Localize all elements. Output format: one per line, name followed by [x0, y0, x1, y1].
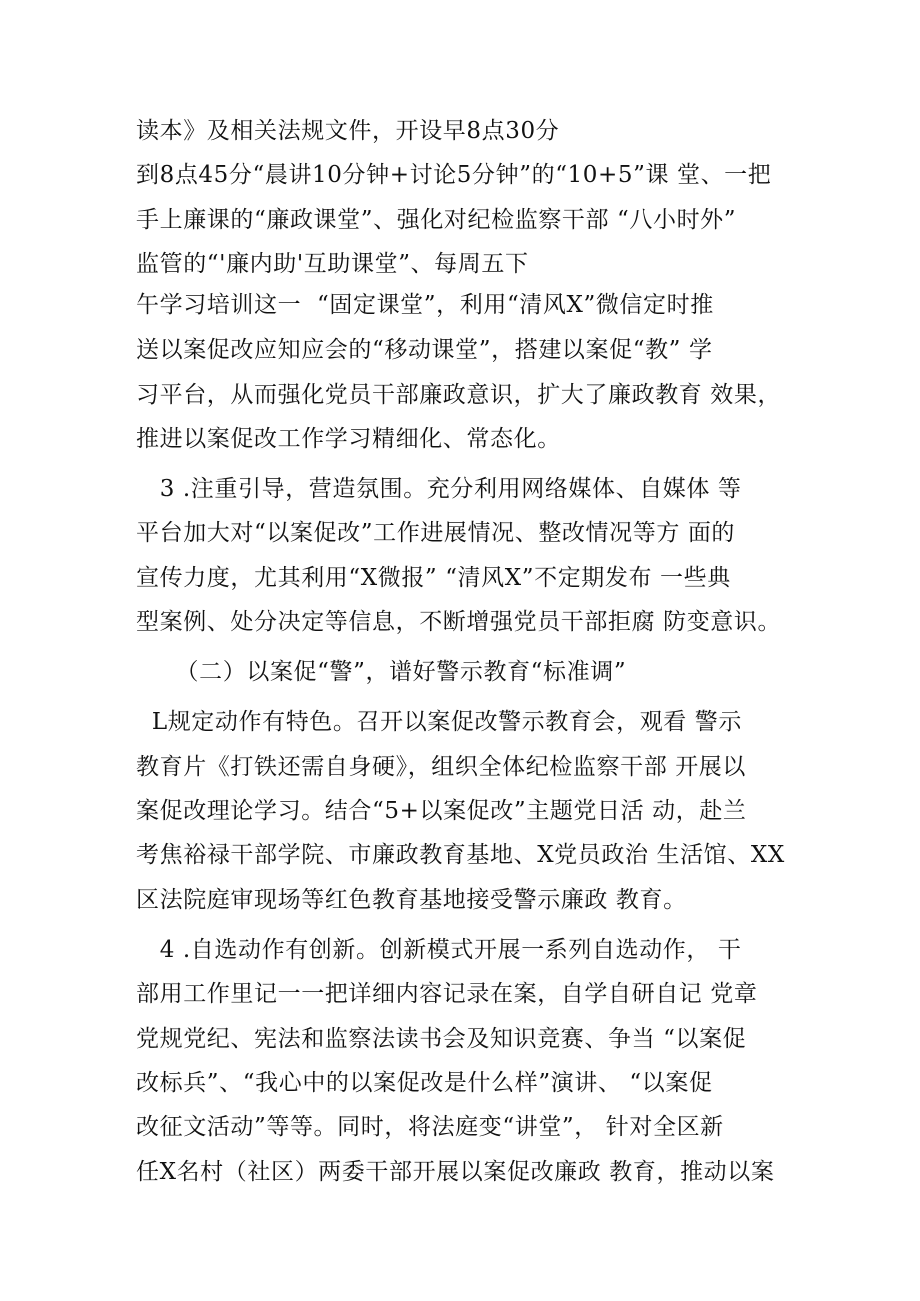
text-line: 考焦裕禄干部学院、市廉政教育基地、X党员政治 生活馆、XX	[136, 842, 785, 868]
text-line: 午学习培训这一 “固定课堂”，利用“清风X”微信定时推	[136, 292, 714, 318]
paragraph-3-line: 3 .注重引导，营造氛围。充分利用网络媒体、自媒体 等	[136, 476, 742, 502]
text-line: 教育片《打铁还需自身硬》，组织全体纪检监察干部 开展以	[136, 754, 747, 780]
paragraph-l-line: L规定动作有特色。召开以案促改警示教育会，观看 警示	[136, 709, 743, 735]
text-line: 案促改理论学习。结合“5+以案促改”主题党日活 动，赴兰	[136, 798, 747, 824]
text-line: 改征文活动”等等。同时，将法庭变“讲堂”， 针对全区新	[136, 1114, 724, 1140]
text-line: 监管的“'廉内助'互助课堂”、每周五下	[136, 251, 529, 277]
text-line: 部用工作里记一一把详细内容记录在案，自学自研自记 党章	[136, 981, 758, 1007]
text-line: 型案例、处分决定等信息，不断增强党员干部拒腐 防变意识。	[136, 609, 782, 635]
text-line: 平台加大对“以案促改”工作进展情况、整改情况等方 面的	[136, 520, 736, 546]
text-line: 送以案促改应知应会的“移动课堂”，搭建以案促“教” 学	[136, 337, 713, 363]
text-line: 手上廉课的“廉政课堂”、强化对纪检监察干部 “八小时外”	[136, 207, 737, 233]
paragraph-4-line: 4 .自选动作有创新。创新模式开展一系列自选动作， 干	[136, 937, 742, 963]
text-line: 到8点45分“晨讲10分钟+讨论5分钟”的“10+5”课 堂、一把	[136, 162, 772, 188]
text-line: 习平台，从而强化党员干部廉政意识，扩大了廉政教育 效果，	[136, 382, 782, 408]
text-line: 党规党纪、宪法和监察法读书会及知识竞赛、争当 “以案促	[136, 1026, 747, 1052]
text-line: 任X名村（社区）两委干部开展以案促改廉政 教育，推动以案	[136, 1159, 775, 1185]
text-line: 改标兵”、“我心中的以案促改是什么样”演讲、 “以案促	[136, 1070, 713, 1096]
text-line: 宣传力度，尤其利用“X微报” “清风X”不定期发布 一些典	[136, 565, 731, 591]
text-line: 读本》及相关法规文件，开设早8点30分	[136, 118, 560, 144]
text-line: 推进以案促改工作学习精细化、常态化。	[136, 426, 561, 452]
section-heading: （二）以案促“警”，谱好警示教育“标准调”	[136, 659, 627, 685]
text-line: 区法院庭审现场等红色教育基地接受警示廉政 教育。	[136, 887, 687, 913]
